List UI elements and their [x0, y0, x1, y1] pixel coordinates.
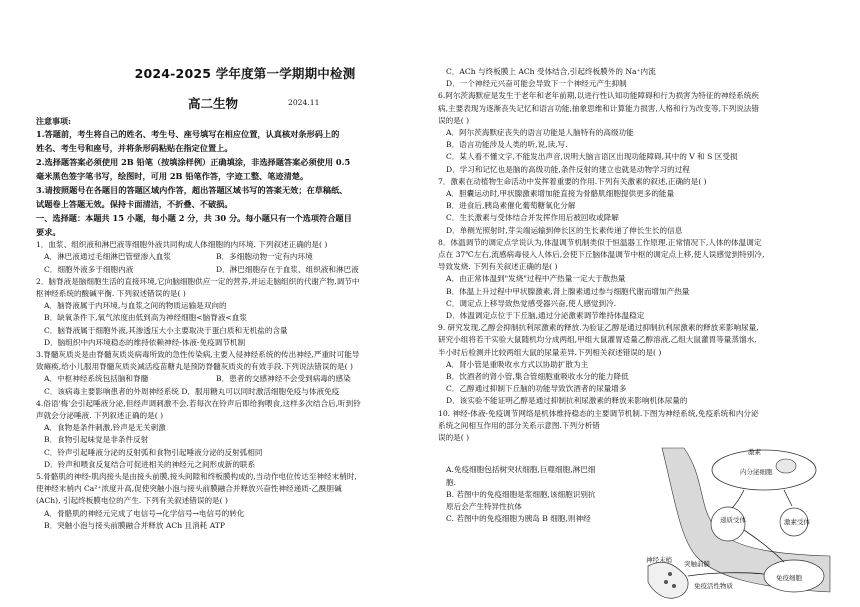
option-text: C．铃声引起唾液分泌的反射弧和食物引起唾液分泌的反射弧相同	[44, 447, 263, 457]
label-immune-cell: 免疫细胞	[776, 574, 802, 582]
question-text: (ACh), 引起终板膜电位的产生. 下列有关叙述错误的是( )	[36, 496, 228, 506]
option-text: B．食物引起味觉是非条件反射	[44, 435, 149, 445]
option-text: A.免疫细胞包括树突状细胞,巨噬细胞,淋巴细	[446, 465, 596, 475]
question-text: 9. 研究发现,乙醇会抑制抗利尿激素的释放.为验证乙醇是通过抑制抗利尿激素的释放来影响尿量,	[438, 323, 759, 333]
exam-title: 2024-2025 学年度第一学期期中检测	[134, 66, 356, 81]
regulation-diagram	[644, 446, 832, 601]
option-text: D．体温调定点位于下丘脑,通过分泌激素调节维持体温稳定	[446, 311, 645, 321]
question-text: 10. 神经-体液-免疫调节网络是机体维持稳态的主要调节机制.下图为神经系统,免疫系统和内分泌	[438, 408, 759, 418]
option-text: D．单侧光照射时,芽尖端运输到伸长区的生长素传递了伸长生长的信息	[446, 225, 683, 235]
question-text: 5.骨骼肌的神经-肌肉接头是由接头前膜,接头间隙和终板膜构成的,当动作电位传达至神经末梢时,	[36, 472, 357, 482]
option-text: D．学习和记忆也是脑的高级功能,条件反射的建立也就是动物学习的过程	[446, 164, 690, 174]
question-text: 7．激素在动植物生命活动中发挥着重要的作用.下列有关激素的叙述,正确的是( )	[438, 176, 707, 186]
option-text: C．乙醇通过抑制下丘脑的功能导致饮酒者的尿量增多	[446, 384, 627, 394]
notes-line: 3.请按照题号在各题目的答题区域内作答，超出答题区域书写的答案无效；在草稿纸、	[36, 185, 348, 196]
question-text: 误的是( )	[438, 115, 470, 125]
notes-heading: 注意事项:	[36, 116, 71, 126]
notes-line: 试题卷上答题无效。保持卡面清洁，不折叠、不破损。	[36, 199, 233, 210]
option-text: D．一个神经元兴奋可能会导致下一个神经元产生抑制	[446, 79, 627, 89]
option-text: A．中枢神经系统包括脑和脊髓	[44, 374, 149, 384]
notes-list	[36, 127, 428, 211]
option-text: C．生长激素与受体结合并发挥作用后被回收或降解	[446, 213, 619, 223]
question-text: 2．脑脊液是脑细胞生活的直接环境,它向脑细胞供应一定的营养,并运走脑组织的代谢产物,调节中	[36, 276, 360, 286]
question-text: 系统之间相互作用的部分关系示意图.下列分析错	[438, 420, 600, 430]
option-text: D．铃声和喂食反复结合可促进相关的神经元之间形成新的联系	[44, 459, 256, 469]
question-text: 致瘫痪,给小儿服用脊髓灰质炎减活疫苗糖丸是预防脊髓灰质炎的有效手段.下列说法错误的是( )	[36, 362, 353, 372]
option-text: B．多细胞动物一定有内环境	[216, 252, 313, 262]
left-column	[36, 115, 428, 532]
receptor-left-shape	[711, 507, 745, 541]
label-receptor-right: 激素受体	[784, 518, 810, 526]
section-heading	[36, 211, 428, 239]
option-text: B．饮酒者的肾小管,集合管细胞重吸收水分的能力降低	[446, 372, 629, 382]
question-text: 导致发烧. 下列有关叙述正确的是( )	[438, 262, 558, 272]
option-text: B．缺氧条件下,氧气浓度由低到高为神经细胞<脑脊液<血浆	[44, 313, 247, 323]
question-text: 点在 37℃左右,流感病毒侵入人体后,会使下丘脑体温调节中枢的调定点上移,使人误感觉到特别冷,	[438, 250, 765, 260]
option-text: A．骨骼肌的神经元完成了电信号→化学信号→电信号的转化	[44, 508, 245, 518]
label-immune-active: 免疫活性物质	[694, 582, 733, 590]
exam-date: 2024.11	[288, 98, 320, 107]
option-text: 胞.	[446, 477, 457, 487]
nerve-terminal-shape	[648, 562, 688, 598]
section-line: 要求。	[36, 227, 61, 238]
option-text: D．脑组织中内环境稳态的维持依赖神经-体液-免疫调节机制	[44, 337, 246, 347]
question-text: 研究小组将若干实验大鼠随机均分成两组,甲组大鼠灌胃适量乙醇溶液,乙组大鼠灌胃等量蒸馏水,	[438, 335, 757, 345]
question-text: 声就会分泌唾液. 下列叙述正确的是( )	[36, 411, 164, 421]
option-text: B．语言功能涉及人类的听,说,读,写.	[446, 140, 568, 150]
arrow-line	[732, 490, 744, 508]
notes-line: 毫米黑色签字笔书写，绘图时，可用 2B 铅笔作答，字迹工整、笔迹清楚。	[36, 171, 309, 182]
question-text: 半小时后检测并比较两组大鼠的尿量差异.下列相关叙述错误的是( )	[438, 347, 662, 357]
left-questions	[36, 239, 428, 532]
subject-title: 高二生物	[188, 96, 239, 111]
option-text: A．胆囊运动时,甲状腺激素增加能直接为骨骼肌细胞提供更多的能量	[446, 189, 675, 199]
nucleus-shape	[776, 459, 796, 473]
question-text: 误的是( )	[438, 433, 470, 443]
option-text: C. 若图中的免疫细胞为胰岛 B 细胞,则神经	[446, 514, 591, 524]
notes-line: 1.答题前，考生将自己的姓名、考生号、座号填写在相应位置，认真核对条形码上的	[36, 129, 340, 140]
option-text: C．脑脊液属于细胞外液,其渗透压大小主要取决于蛋白质和无机盐的含量	[44, 325, 288, 335]
label-hormone-top: 激素	[748, 448, 761, 456]
question-text: 4.俗语'梅'会引起唾液分泌,但经声调刺激不会.若每次在铃声后即给狗喂食,这样多次结合后,听到铃	[36, 398, 361, 408]
option-text: B．突触小泡与接头前膜融合并释放 ACh 且消耗 ATP	[44, 520, 225, 530]
option-text: A．阿尔茨海默症丧失的语言功能是人脑特有的高级功能	[446, 128, 634, 138]
option-row	[36, 264, 428, 276]
option-text: A．肾小管是重吸收水方式以协助扩散为主	[446, 359, 589, 369]
notes-line: 姓名、考生号和座号，并将条形码粘贴在指定位置上。	[36, 143, 233, 154]
option-text: D．淋巴细胞存在于血浆、组织液和淋巴液	[216, 264, 359, 274]
option-text: A．由正常体温到"发烧"过程中产热量一定大于散热量	[446, 274, 626, 284]
question-text: 8．体温调节的调定点学说认为,体温调节机制类似于恒温器工作原理.正常情况下,人体的体温调定	[438, 237, 762, 247]
vesicle-dot	[664, 580, 668, 584]
notes-line: 2.选择题答案必须使用 2B 铅笔（按填涂样例）正确填涂，非选择题答案必须使用 0.5	[36, 157, 351, 168]
label-receptor-left: 递质受体	[720, 516, 746, 524]
question-text: 使神经末梢内 Ca²⁺浓度升高,促使突触小泡与接头前膜融合并释放兴奋性神经递质-乙酰胆碱	[36, 484, 342, 494]
option-text: C．该病毒主要影响患者的外周神经系统 D．服用糖丸可以同时激活细胞免疫与体液免疫	[44, 386, 340, 396]
question-text: 枢神经系统的酸碱平衡. 下列叙述错误的是( )	[36, 289, 186, 299]
option-text: A．食物是条件刺激,铃声是无关刺激	[44, 423, 166, 433]
option-text: C．某人看不懂文字,不能发出声音,说明大脑言语区出现功能障碍,其中的 V 和 S 区受损	[446, 152, 738, 162]
section-line: 一、选择题：本题共 15 小题，每小题 2 分，共 30 分。每小题只有一个选项符合题目	[36, 213, 352, 224]
option-text: B. 若图中的免疫细胞是浆细胞,该细胞识别抗	[446, 489, 596, 499]
question-text: 6.阿尔茨海默症是发生于老年和老年前期,以进行性认知功能障碍和行为损害为特征的神经系统疾	[438, 91, 759, 101]
option-text: B．体温上升过程中甲状腺激素,肾上腺素通过参与细胞代谢而增加产热量	[446, 286, 690, 296]
question-text: 1．血浆、组织液和淋巴液等细胞外液共同构成人体细胞的内环境. 下列叙述正确的是( )	[36, 240, 328, 250]
option-text: C．ACh 与终板膜上 ACh 受体结合,引起终板膜外的 Na⁺内流	[446, 67, 656, 76]
label-nerve-terminal: 神经末梢	[646, 556, 672, 564]
option-row	[36, 251, 428, 263]
label-synapse: 突触前膜	[684, 560, 710, 568]
option-text: D．该实验不能证明乙醇是通过抑制抗利尿激素的释放来影响机体尿量的	[446, 396, 688, 406]
option-text: A．脑脊液属于内环境,与血浆之间的物质运输是双向的	[44, 301, 227, 311]
option-text: B．患者的交感神经不会受到病毒的感染	[216, 374, 351, 384]
option-text: 原后会产生特异性抗体	[446, 501, 522, 511]
option-row	[36, 373, 428, 385]
option-text: C．细胞外液多于细胞内液	[44, 264, 134, 274]
arrow-line	[784, 490, 792, 506]
question-text: 3.脊髓灰质炎是由脊髓灰质炎病毒所致的急性传染病,主要入侵神经系统的传出神经,严重时可能导	[36, 350, 360, 360]
option-text: A．淋巴液通过毛细淋巴管壁渗入血浆	[44, 252, 171, 262]
question-text: 病,主要表现为逐渐丧失记忆和语言功能,抽象思维和计算能力损害,人格和行为改变等,下列说法错	[438, 103, 759, 113]
label-secretory-cell: 内分泌细胞	[740, 468, 773, 476]
vesicle-dot	[668, 572, 672, 576]
option-text: B．进食后,胰岛素催化葡萄糖氧化分解	[446, 201, 576, 211]
vesicle-dot	[672, 584, 676, 588]
option-text: C．调定点上移导致热觉感受器兴奋,使人感觉到冷.	[446, 298, 617, 308]
